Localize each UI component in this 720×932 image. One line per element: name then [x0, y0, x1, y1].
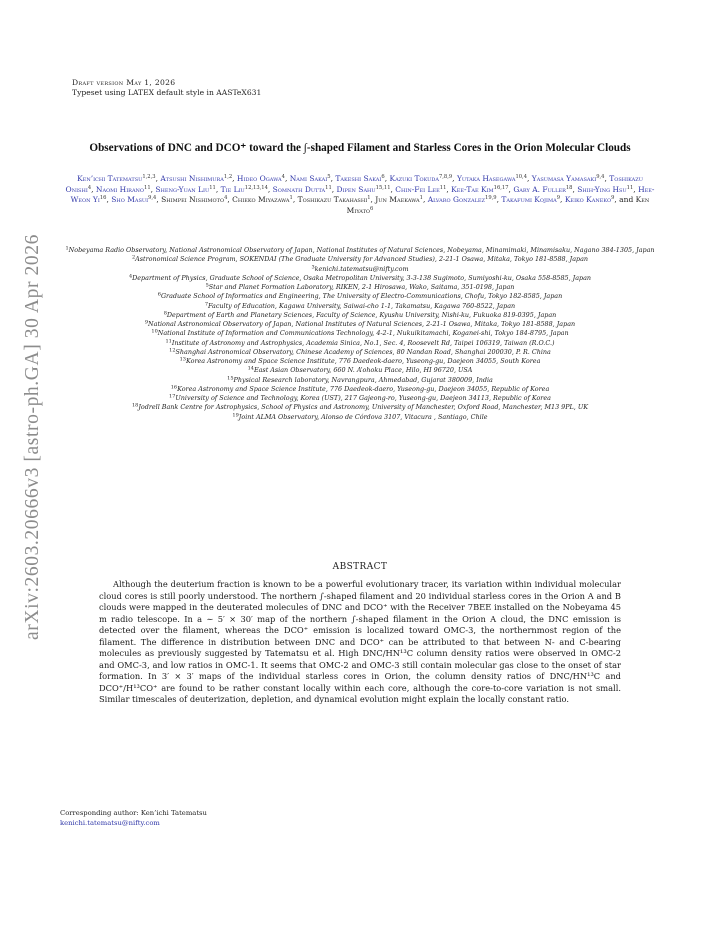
affiliation-number: 4 — [128, 273, 133, 280]
affiliation-item — [58, 339, 662, 348]
author-name: Jun Maekawa$^1$ — [375, 195, 423, 204]
affiliation-item — [58, 329, 662, 338]
author-affiliation-marker: 1 — [289, 195, 293, 201]
author-list: Ken’ichi Tatematsu$^{1,2,3}$, Atsushi Nishimura$^{1,2}$, Hideo Ogawa$^4$, Nami Sakai$^5$, Takeshi Sakai$^6$, Kazuki Tokuda$^{7,8,9}$, Yutaka Hasegawa$^{10,4}$, Yasumasa Yamasaki$^{9,4}$, Toshikazu Onishi$^4$, Naomi Hirano$^{11}$, Sheng-Yuan Liu$^{11}$, Tie Liu$^{12,13,14}$, Somnath Dutta$^{11}$, Dipen Sahu$^{15,11}$, Chin-Fei Lee$^{11}$, Kee-Tae Kim$^{16,17}$, Gary A. Fuller$^{18}$, Shih-Ying Hsu$^{11}$, Hee-Weon Yi$^{16}$, Sho Masui$^{9,4}$, Shimpei Nishimoto$^4$, Chieko Miyazawa$^1$, Toshikazu Takahashi$^1$, Jun Maekawa$^1$, Alvaro Gonzalez$^{19,9}$, Takafumi Kojima$^9$, Keiko Kaneko$^9$, and Ken Miyato$^6$ — [65, 174, 655, 215]
affiliation-number: 3 — [311, 264, 315, 270]
affiliation-text: Shanghai Astronomical Observatory, Chinese Academy of Sciences, 80 Nandan Road, Shanghai 200030, P. R. China — [175, 347, 551, 356]
affiliation-number: 2 — [131, 254, 136, 261]
affiliation-text: Korea Astronomy and Space Science Institute, 776 Daedeok-daero, Yuseong-gu, Daejeon 34055, Republic of Korea — [177, 384, 550, 393]
author-affiliation-marker: 16 — [99, 195, 107, 201]
affiliation-text: University of Science and Technology, Korea (UST), 217 Gajeong-ro, Yuseong-gu, Daejeon 34113, Republic of Korea — [175, 394, 551, 402]
affiliation-item — [58, 292, 662, 301]
affiliation-number: 19 — [232, 412, 239, 418]
author-name[interactable]: Ken’ichi Tatematsu$^{1,2,3}$ — [77, 174, 156, 183]
affiliation-text: Institute of Astronomy and Astrophysics, Academia Sinica, No.1, Sec. 4, Roosevelt Rd, Taipei 106319, Taiwan (R.O.C.) — [171, 338, 555, 347]
author-affiliation-marker: 7,8,9 — [438, 174, 453, 180]
affiliation-number: 15 — [227, 375, 234, 381]
affiliation-number: 14 — [247, 365, 254, 372]
affiliation-item — [58, 366, 662, 375]
author-affiliation-marker: 15,11 — [375, 184, 391, 191]
author-name[interactable]: Alvaro Gonzalez$^{19,9}$ — [427, 195, 497, 204]
affiliation-text: Joint ALMA Observatory, Alonso de Córdova 3107, Vitacura , Santiago, Chile — [238, 412, 488, 421]
author-name[interactable]: Hideo Ogawa$^4$ — [236, 174, 285, 183]
typeset-note: Typeset using LATEX default style in AASTeX631 — [72, 88, 262, 97]
author-name[interactable]: Gary A. Fuller$^{18}$ — [513, 184, 573, 194]
affiliation-text: Jodrell Bank Centre for Astrophysics, School of Physics and Astronomy, University of Manchester, Oxford Road, Manchester, M13 9PL, UK — [138, 403, 589, 412]
affiliation-item — [58, 246, 662, 255]
author-name[interactable]: Shih-Ying Hsu$^{11}$ — [577, 184, 634, 194]
author-affiliation-marker: 12,13,14 — [244, 184, 268, 191]
arxiv-id-text: arXiv:2603.20666v3 [astro-ph.GA] 30 Apr 2026 — [21, 232, 43, 640]
abstract-heading: ABSTRACT — [332, 562, 388, 572]
affiliation-number: 7 — [204, 301, 209, 307]
affiliation-number: 10 — [151, 328, 158, 335]
affiliation-number: 16 — [170, 384, 178, 391]
author-name: Shimpei Nishimoto$^4$ — [161, 195, 228, 204]
author-affiliation-marker: 9,4 — [596, 174, 605, 180]
footnote — [60, 808, 207, 828]
affiliation-item — [58, 348, 662, 357]
author-affiliation-marker: 9,4 — [148, 195, 157, 201]
page-header — [72, 78, 261, 98]
author-affiliation-marker: 16,17 — [493, 184, 509, 191]
affiliation-item — [58, 311, 662, 320]
author-name[interactable]: Nami Sakai$^5$ — [289, 174, 331, 183]
author-name[interactable]: Kazuki Tokuda$^{7,8,9}$ — [389, 174, 453, 183]
corresponding-author: Corresponding author: Ken’ichi Tatematsu — [60, 809, 207, 817]
affiliation-text: Faculty of Education, Kagawa University, Saiwai-cho 1-1, Takamatsu, Kagawa 760-8522, Japan — [208, 301, 516, 310]
author-conjunction: , and — [614, 195, 636, 204]
author-name[interactable]: Keiko Kaneko$^9$ — [564, 195, 615, 204]
author-affiliation-marker: 11 — [209, 184, 216, 191]
author-affiliation-marker: 11 — [439, 184, 447, 191]
affiliation-text: National Institute of Information and Communications Technology, 4-2-1, Nukuikitamachi, Koganei-shi, Tokyo 184-8795, Japan — [157, 329, 569, 338]
author-affiliation-marker: 19,9 — [485, 195, 497, 201]
author-name[interactable]: Sheng-Yuan Liu$^{11}$ — [155, 184, 216, 194]
author-affiliation-marker: 11 — [325, 184, 332, 191]
arxiv-stamp — [10, 232, 50, 642]
affiliation-item — [58, 394, 662, 403]
author-affiliation-marker: 9 — [611, 195, 615, 201]
author-affiliation-marker: 1 — [367, 195, 371, 201]
author-affiliation-marker: 9 — [556, 195, 561, 201]
affiliation-item — [58, 320, 662, 329]
affiliation-number: 5 — [205, 282, 209, 289]
author-affiliation-marker: 4 — [281, 174, 285, 180]
affiliation-item — [58, 302, 662, 311]
affiliation-text: Graduate School of Informatics and Engineering, The University of Electro-Communications, Chofu, Tokyo 182-8585, Japan — [160, 292, 563, 301]
author-name[interactable]: Takafumi Kojima$^9$ — [501, 195, 561, 204]
affiliation-item — [58, 265, 662, 274]
affiliation-list — [58, 246, 662, 422]
affiliation-number: 8 — [163, 310, 167, 317]
author-name[interactable]: Chin-Fei Lee$^{11}$ — [395, 184, 447, 194]
author-name[interactable]: Hee-Weon Yi$^{16}$ — [70, 184, 655, 204]
author-name[interactable]: Dipen Sahu$^{15,11}$ — [336, 184, 391, 194]
author-affiliation-marker: 10,4 — [515, 174, 528, 180]
affiliation-text: Department of Earth and Planetary Sciences, Faculty of Science, Kyushu University, Nishi-ku, Fukuoka 819-0395, Japan — [166, 310, 557, 319]
affiliation-item — [58, 283, 662, 292]
affiliation-number: 11 — [165, 338, 172, 344]
paper-title: Observations of DNC and DCO⁺ toward the ∫-shaped Filament and Starless Cores in the Orion Molecular Clouds — [89, 142, 631, 154]
affiliation-number: 6 — [157, 291, 161, 298]
author-affiliation-marker: 5 — [327, 174, 331, 180]
affiliation-text: Korea Astronomy and Space Science Institute, 776 Daedeok-daero, Yuseong-gu, Daejeon 34055, South Korea — [186, 357, 541, 365]
author-name[interactable]: Yutaka Hasegawa$^{10,4}$ — [456, 174, 528, 183]
affiliation-item — [58, 376, 662, 385]
author-name: Chieko Miyazawa$^1$ — [232, 195, 293, 204]
affiliation-text: Astronomical Science Program, SOKENDAI (The Graduate University for Advanced Studies), 2-21-1 Osawa, Mitaka, Tokyo 181-8588, Japan — [135, 255, 589, 264]
affiliation-text: Physical Research laboratory, Navrangpura, Ahmedabad, Gujarat 380009, India — [233, 375, 493, 384]
author-affiliation-marker: 11 — [626, 184, 634, 191]
affiliation-item — [58, 357, 662, 366]
author-name[interactable]: Kee-Tae Kim$^{16,17}$ — [451, 184, 509, 194]
affiliation-text: Department of Physics, Graduate School of Science, Osaka Metropolitan University, 3-3-138 Sugimoto, Sumiyoshi-ku, Osaka 558-8585, Japan — [132, 273, 592, 282]
affiliation-item — [58, 413, 662, 422]
author-affiliation-marker: 6 — [381, 174, 385, 180]
author-affiliation-marker: 11 — [144, 184, 151, 191]
author-name: Toshikazu Takahashi$^1$ — [297, 195, 371, 204]
affiliation-number: 17 — [169, 393, 176, 400]
affiliation-text: East Asian Observatory, 660 N. A’ohoku Place, Hilo, HI 96720, USA — [253, 366, 473, 375]
author-name[interactable]: Naomi Hirano$^{11}$ — [95, 184, 151, 194]
abstract-body: Although the deuterium fraction is known to be a powerful evolutionary tracer, its variation within individual molecular cloud cores is still poorly understood. The northern ∫-shaped filament and 20 individual starless cores in the Orion A and B clouds were mapped in the deuterated molecules of DNC and DCO⁺ with the Receiver 7BEE installed on the Nobeyama 45 m radio telescope. In a ∼ 5′ × 30′ map of the northern ∫-shaped filament in the Orion A cloud, the DNC emission is detected over the filament, whereas the DCO⁺ emission is localized toward OMC-3, the northernmost region of the filament. The difference in distribution between DNC and DCO⁺ can be attributed to that between N- and C-bearing molecules as previously suggested by Tatematsu et al. High DNC/HN¹³C column density ratios were observed in OMC-2 and OMC-3, and low ratios in OMC-1. It seems that OMC-2 and OMC-3 still contain molecular gas close to the onset of star formation. In 3′ × 3′ maps of the individual starless cores in Orion, the column density ratios of DNC/HN¹³C and DCO⁺/H¹³CO⁺ are found to be rather constant locally within each core, although the core-to-core variation is not small. Similar timescales of deuterization, depletion, and dynamical evolution might explain the locally constant ratio. — [99, 579, 621, 705]
corresponding-email-link[interactable]: kenichi.tatematsu@nifty.com — [60, 819, 160, 827]
affiliation-text: Star and Planet Formation Laboratory, RIKEN, 2-1 Hirosawa, Wako, Saitama, 351-0198, Japan — [208, 283, 515, 291]
author-affiliation-marker: 18 — [565, 184, 573, 191]
author-name[interactable]: Takeshi Sakai$^6$ — [335, 174, 385, 183]
author-name[interactable]: Atsushi Nishimura$^{1,2}$ — [160, 174, 233, 183]
affiliation-item — [58, 274, 662, 283]
author-affiliation-marker: 1 — [419, 195, 423, 201]
author-name[interactable]: Toshikazu Onishi$^4$ — [65, 174, 643, 194]
author-name[interactable]: Tie Liu$^{12,13,14}$ — [220, 184, 268, 194]
affiliation-item — [58, 255, 662, 264]
affiliation-number: 12 — [169, 347, 176, 354]
author-name[interactable]: Somnath Dutta$^{11}$ — [272, 184, 332, 194]
affiliation-number: 18 — [131, 402, 139, 409]
affiliation-number: 13 — [179, 356, 186, 363]
author-affiliation-marker: 4 — [224, 195, 228, 201]
affiliation-number: 9 — [144, 319, 149, 326]
affiliation-number: 1 — [65, 245, 69, 252]
affiliation-text: Nobeyama Radio Observatory, National Astronomical Observatory of Japan, National Institutes of Natural Sciences, Nobeyama, Minamimaki, Minamisaku, Nagano 384-1305, Japan — [68, 246, 655, 254]
affiliation-item — [58, 403, 662, 412]
author-affiliation-marker: 1,2,3 — [142, 174, 156, 180]
affiliation-item — [58, 385, 662, 394]
affiliation-text: National Astronomical Observatory of Japan, National Institutes of Natural Sciences, 2-21-1 Osawa, Mitaka, Tokyo 181-8588, Japan — [148, 320, 576, 328]
author-affiliation-marker: 6 — [370, 205, 374, 212]
author-name[interactable]: Yasumasa Yamasaki$^{9,4}$ — [531, 174, 605, 183]
author-affiliation-marker: 4 — [87, 184, 92, 191]
affiliation-text: kenichi.tatematsu@nifty.com — [314, 264, 409, 273]
author-name[interactable]: Sho Masui$^{9,4}$ — [111, 195, 157, 204]
draft-version: Draft version May 1, 2026 — [72, 78, 176, 87]
author-affiliation-marker: 1,2 — [223, 174, 233, 180]
author-name: Ken Miyato$^6$ — [346, 195, 650, 215]
